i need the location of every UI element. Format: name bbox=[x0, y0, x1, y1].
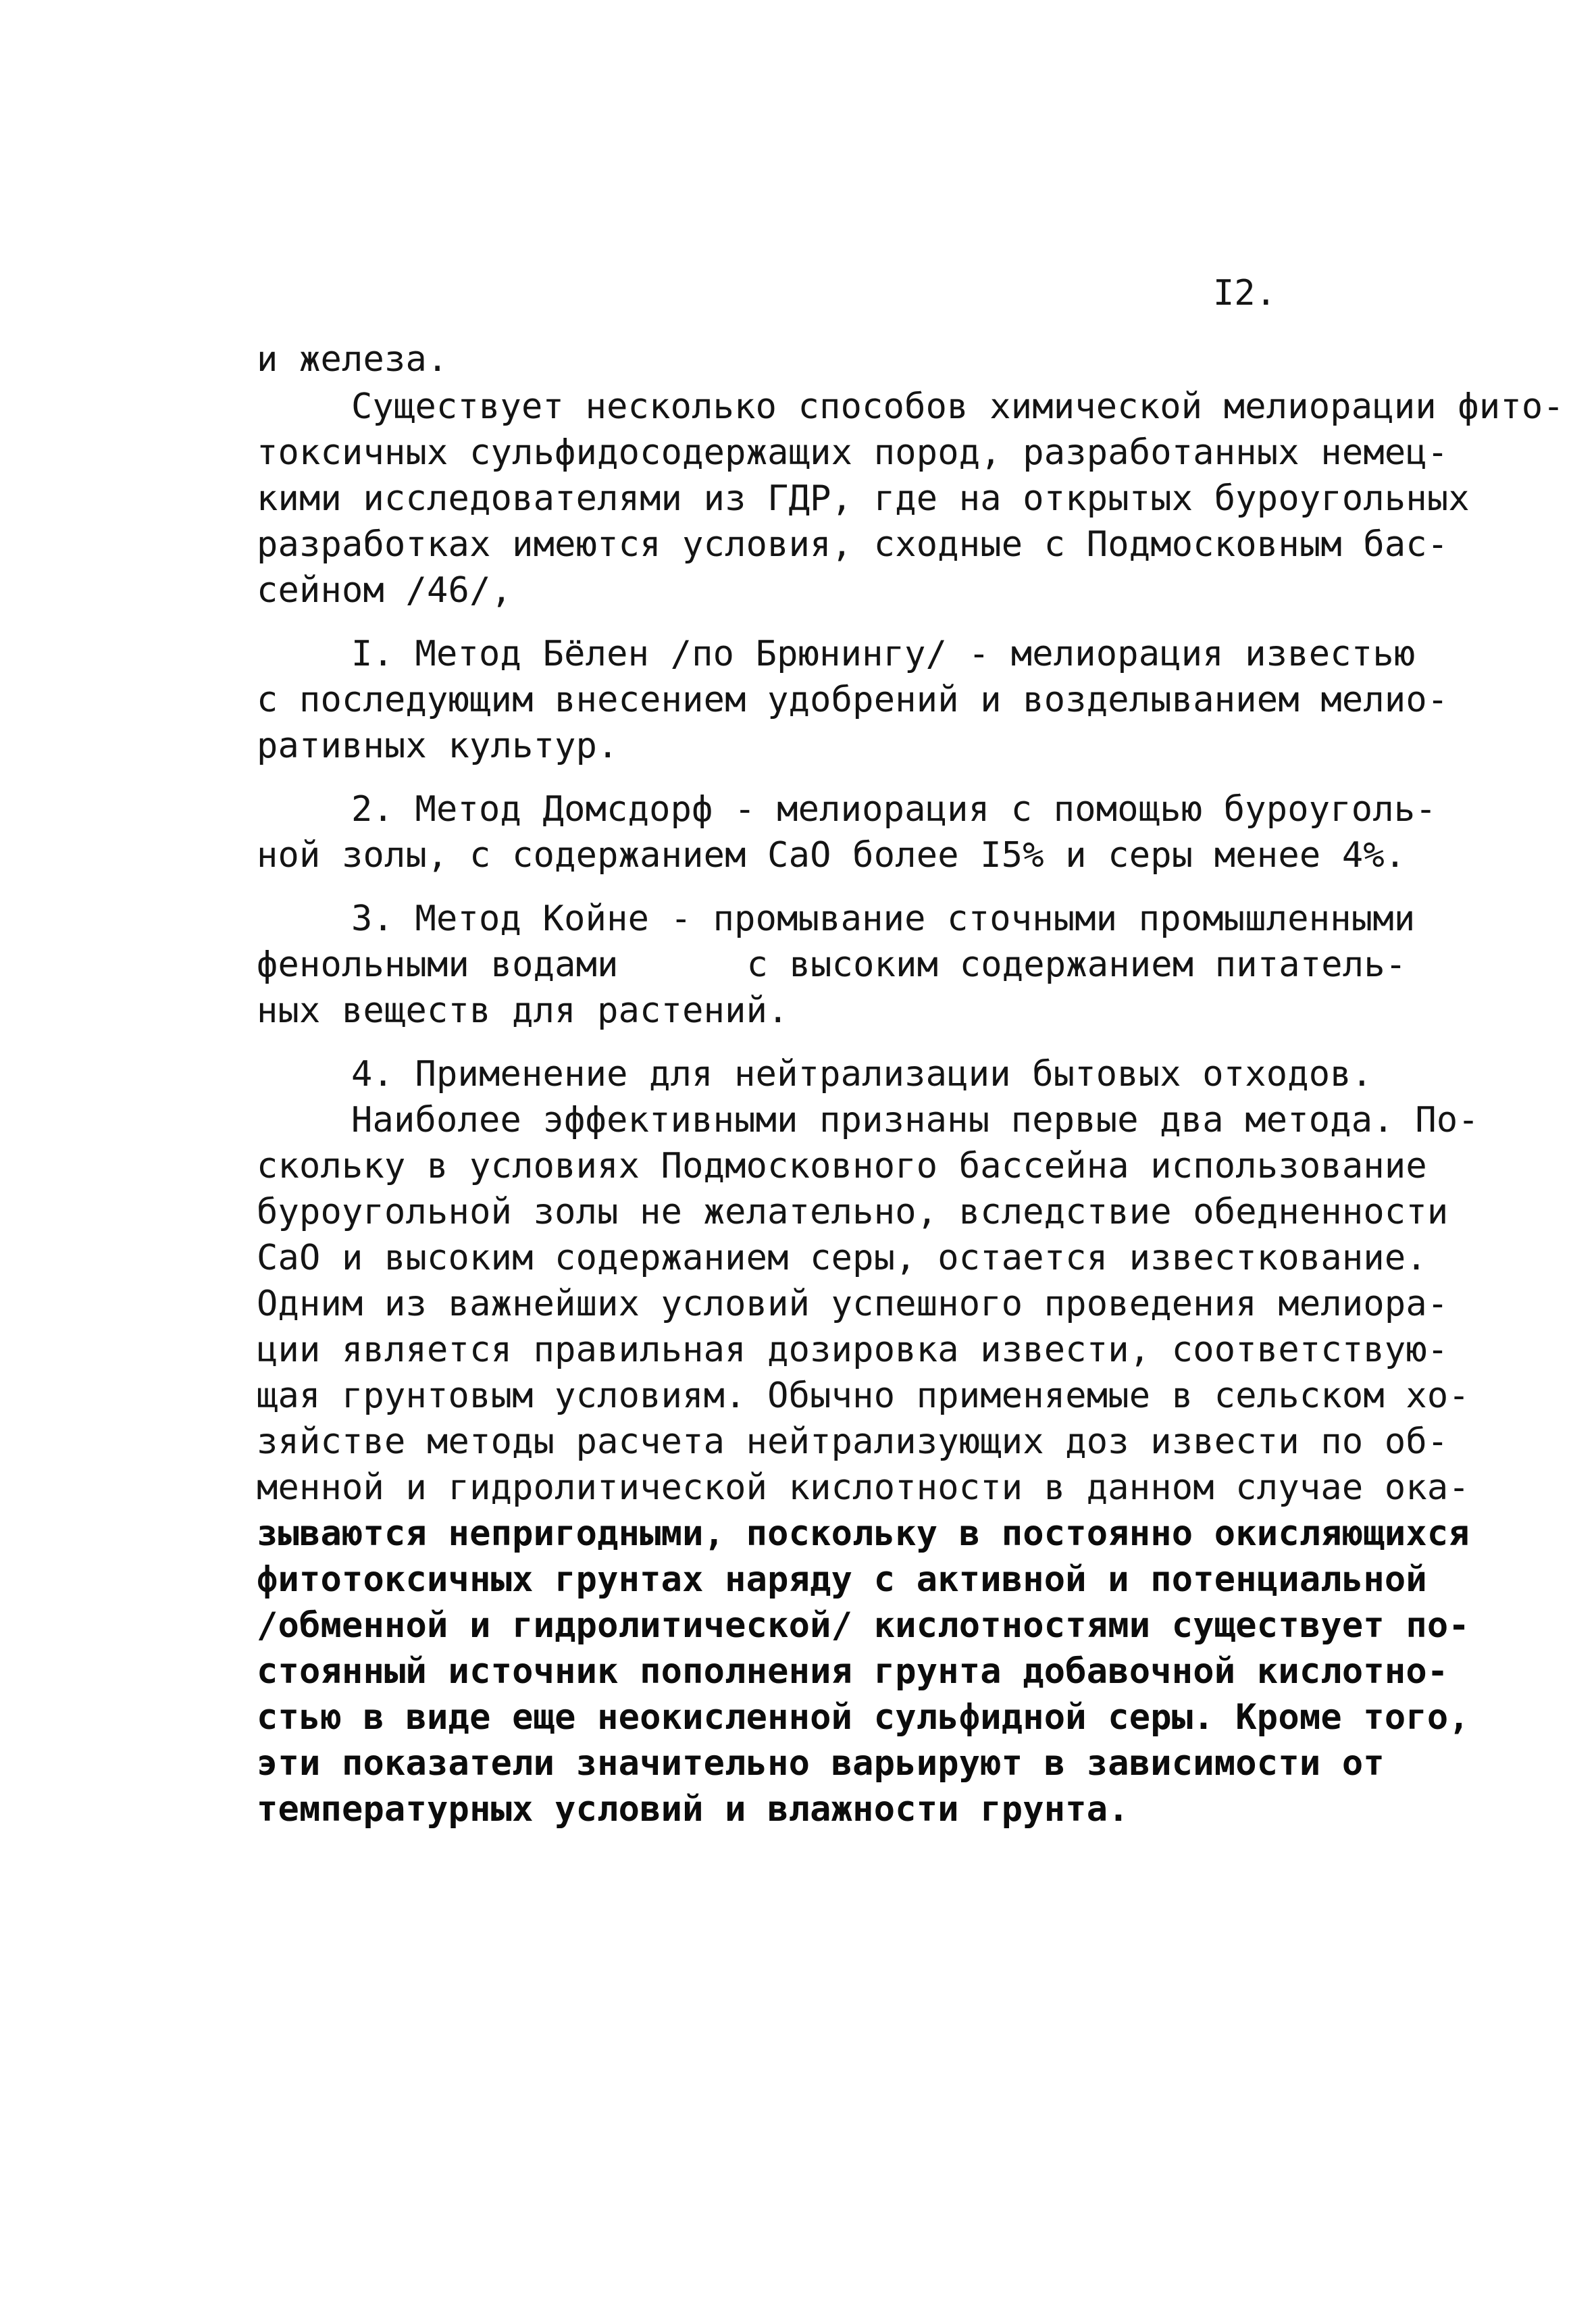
paragraph-conclusion-line-9: менной и гидролитической кислотности в данном случае ока- bbox=[257, 1467, 1470, 1508]
paragraph-conclusion-line-12: /обменной и гидролитической/ кислотностями существует по- bbox=[257, 1605, 1470, 1646]
method-4-line-1: 4. Применение для нейтрализации бытовых отходов. bbox=[351, 1054, 1373, 1095]
paragraph-conclusion-line-5: Одним из важнейших условий успешного проведения мелиора- bbox=[257, 1284, 1449, 1324]
paragraph-conclusion-line-6: ции является правильная дозировка извести, соответствую- bbox=[257, 1330, 1449, 1370]
paragraph-conclusion-line-4: СаО и высоким содержанием серы, остается известкование. bbox=[257, 1238, 1427, 1278]
method-3-line-2-part-a: фенольными водами bbox=[257, 945, 619, 985]
paragraph-conclusion-line-11: фитотоксичных грунтах наряду с активной и потенциальной bbox=[257, 1559, 1427, 1600]
method-1-line-1: I. Метод Бёлен /по Брюнингу/ - мелиорация известью bbox=[351, 634, 1416, 674]
paragraph-intro-line-1: Существует несколько способов химической мелиорации фито- bbox=[351, 386, 1564, 427]
paragraph-intro-line-5: сейном /46/, bbox=[257, 570, 513, 611]
paragraph-conclusion-line-13: стоянный источник пополнения грунта добавочной кислотно- bbox=[257, 1651, 1449, 1692]
paragraph-conclusion-line-10: зываются непригодными, поскольку в постоянно окисляющихся bbox=[257, 1513, 1470, 1554]
paragraph-conclusion-line-7: щая грунтовым условиям. Обычно применяемые в сельском хо- bbox=[257, 1376, 1470, 1416]
method-1-line-2: с последующим внесением удобрений и возделыванием мелио- bbox=[257, 680, 1449, 720]
paragraph-conclusion-line-14: стью в виде еще неокисленной сульфидной серы. Кроме того, bbox=[257, 1697, 1470, 1738]
text-line-continuation: и железа. bbox=[257, 339, 448, 380]
page-number: I2. bbox=[1213, 273, 1277, 313]
paragraph-conclusion-line-16: температурных условий и влажности грунта. bbox=[257, 1789, 1129, 1830]
method-1-line-3: ративных культур. bbox=[257, 726, 619, 766]
paragraph-conclusion-line-8: зяйстве методы расчета нейтрализующих доз извести по об- bbox=[257, 1422, 1449, 1462]
paragraph-conclusion-line-15: эти показатели значительно варьируют в зависимости от bbox=[257, 1743, 1385, 1784]
paragraph-conclusion-line-1: Наиболее эффективными признаны первые два метода. По- bbox=[351, 1100, 1479, 1140]
paragraph-conclusion-line-3: буроугольной золы не желательно, вследствие обедненности bbox=[257, 1192, 1449, 1232]
method-3-line-2 bbox=[257, 945, 1406, 985]
method-2-line-1: 2. Метод Домсдорф - мелиорация с помощью буроуголь- bbox=[351, 789, 1437, 830]
method-3-line-3: ных веществ для растений. bbox=[257, 990, 789, 1031]
paragraph-intro-line-2: токсичных сульфидосодержащих пород, разработанных немец- bbox=[257, 432, 1449, 473]
method-2-line-2: ной золы, с содержанием СаО более I5% и серы менее 4%. bbox=[257, 835, 1406, 876]
paragraph-conclusion-line-2: скольку в условиях Подмосковного бассейна использование bbox=[257, 1146, 1427, 1186]
paragraph-intro-line-3: кими исследователями из ГДР, где на открытых буроугольных bbox=[257, 478, 1470, 519]
method-3-line-2-part-b: с высоким содержанием питатель- bbox=[746, 945, 1407, 985]
paragraph-intro-line-4: разработках имеются условия, сходные с Подмосковным бас- bbox=[257, 524, 1449, 565]
method-3-line-1: 3. Метод Койне - промывание сточными промышленными bbox=[351, 899, 1416, 939]
